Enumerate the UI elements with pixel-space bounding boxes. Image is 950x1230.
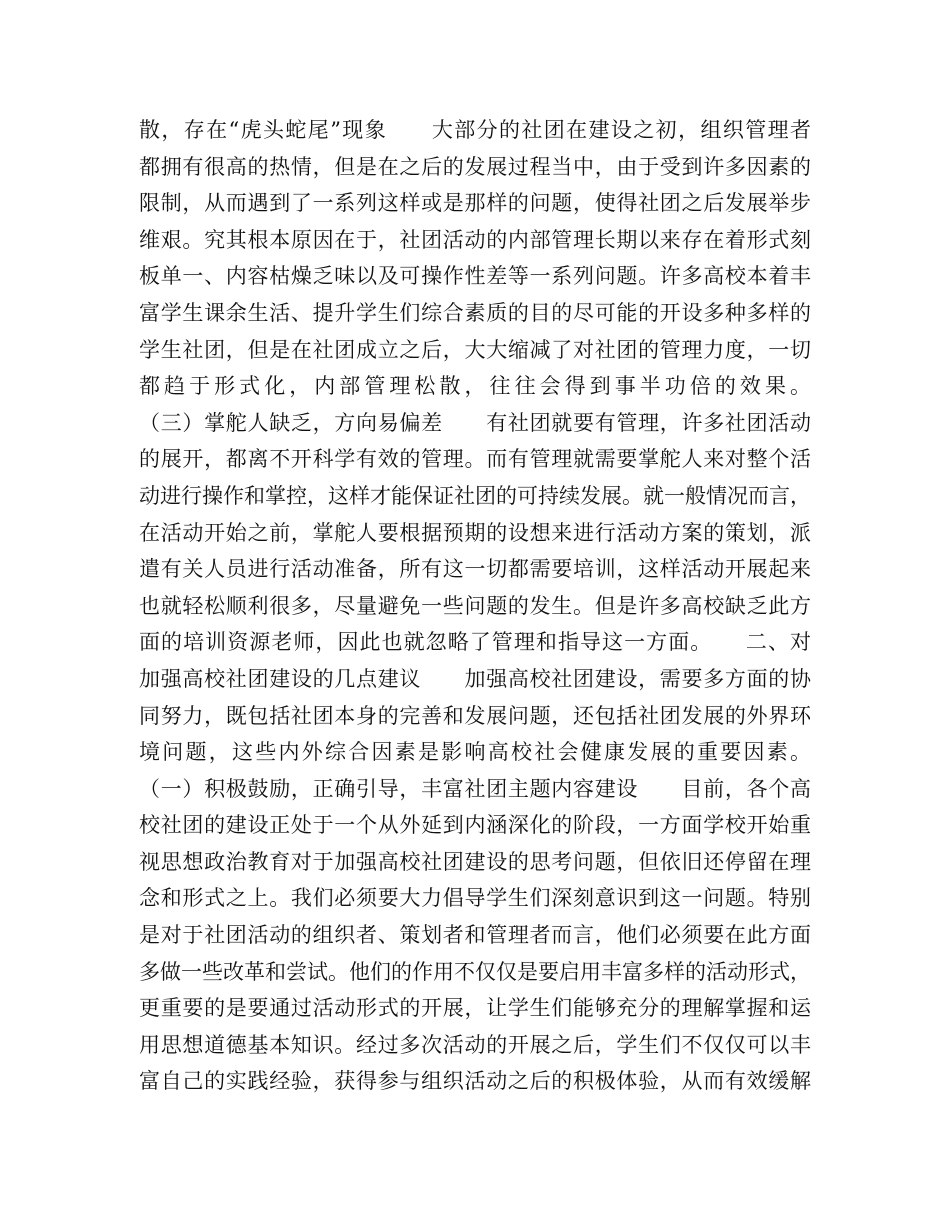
text-line: 更重要的是要通过活动形式的开展，让学生们能够充分的理解掌握和运: [139, 996, 811, 1021]
text-line: 板单一、内容枯燥乏味以及可操作性差等一系列问题。许多高校本着丰: [139, 264, 811, 289]
section-heading-line: （一）积极鼓励，正确引导，丰富社团主题内容建设 目前，各个高: [139, 776, 811, 801]
text-line: 念和形式之上。我们必须要大力倡导学生们深刻意识到这一问题。特别: [139, 886, 811, 911]
text-line: 也就轻松顺利很多，尽量避免一些问题的发生。但是许多高校缺乏此方: [139, 593, 811, 618]
section-heading-line: （三）掌舵人缺乏，方向易偏差 有社团就要有管理，许多社团活动: [139, 410, 811, 435]
text-line: 校社团的建设正处于一个从外延到内涵深化的阶段，一方面学校开始重: [139, 813, 811, 838]
text-line: 富自己的实践经验，获得参与组织活动之后的积极体验，从而有效缓解: [139, 1069, 811, 1094]
text-line: 的展开，都离不开科学有效的管理。而有管理就需要掌舵人来对整个活: [139, 447, 811, 472]
text-line: 在活动开始之前，掌舵人要根据预期的设想来进行活动方案的策划，派: [139, 520, 811, 545]
text-line: 是对于社团活动的组织者、策划者和管理者而言，他们必须要在此方面: [139, 923, 811, 948]
body-text: [139, 112, 811, 1100]
text-line: 限制，从而遇到了一系列这样或是那样的问题，使得社团之后发展举步: [139, 191, 811, 216]
text-line: 用思想道德基本知识。经过多次活动的开展之后，学生们不仅仅可以丰: [139, 1032, 811, 1057]
text-line: 视思想政治教育对于加强高校社团建设的思考问题，但依旧还停留在理: [139, 849, 811, 874]
text-line: 动进行操作和掌控，这样才能保证社团的可持续发展。就一般情况而言，: [139, 483, 811, 508]
text-line: 多做一些改革和尝试。他们的作用不仅仅是要启用丰富多样的活动形式，: [139, 959, 811, 984]
text-line: 都趋于形式化，内部管理松散，往往会得到事半功倍的效果。: [139, 374, 811, 399]
text-line: 同努力，既包括社团本身的完善和发展问题，还包括社团发展的外界环: [139, 703, 811, 728]
text-line: 面的培训资源老师，因此也就忽略了管理和指导这一方面。 二、对: [139, 630, 811, 655]
text-line: 散，存在“虎头蛇尾”现象 大部分的社团在建设之初，组织管理者: [139, 118, 811, 142]
text-line: 学生社团，但是在社团成立之后，大大缩减了对社团的管理力度，一切: [139, 337, 811, 362]
text-line: 遣有关人员进行活动准备，所有这一切都需要培训，这样活动开展起来: [139, 557, 811, 582]
text-line: 维艰。究其根本原因在于，社团活动的内部管理长期以来存在着形式刻: [139, 227, 811, 252]
text-line: 都拥有很高的热情，但是在之后的发展过程当中，由于受到许多因素的: [139, 154, 811, 179]
section-heading-line: 加强高校社团建设的几点建议 加强高校社团建设，需要多方面的协: [139, 666, 811, 691]
text-line: 富学生课余生活、提升学生们综合素质的目的尽可能的开设多种多样的: [139, 300, 811, 325]
text-line: 境问题，这些内外综合因素是影响高校社会健康发展的重要因素。: [139, 740, 811, 765]
